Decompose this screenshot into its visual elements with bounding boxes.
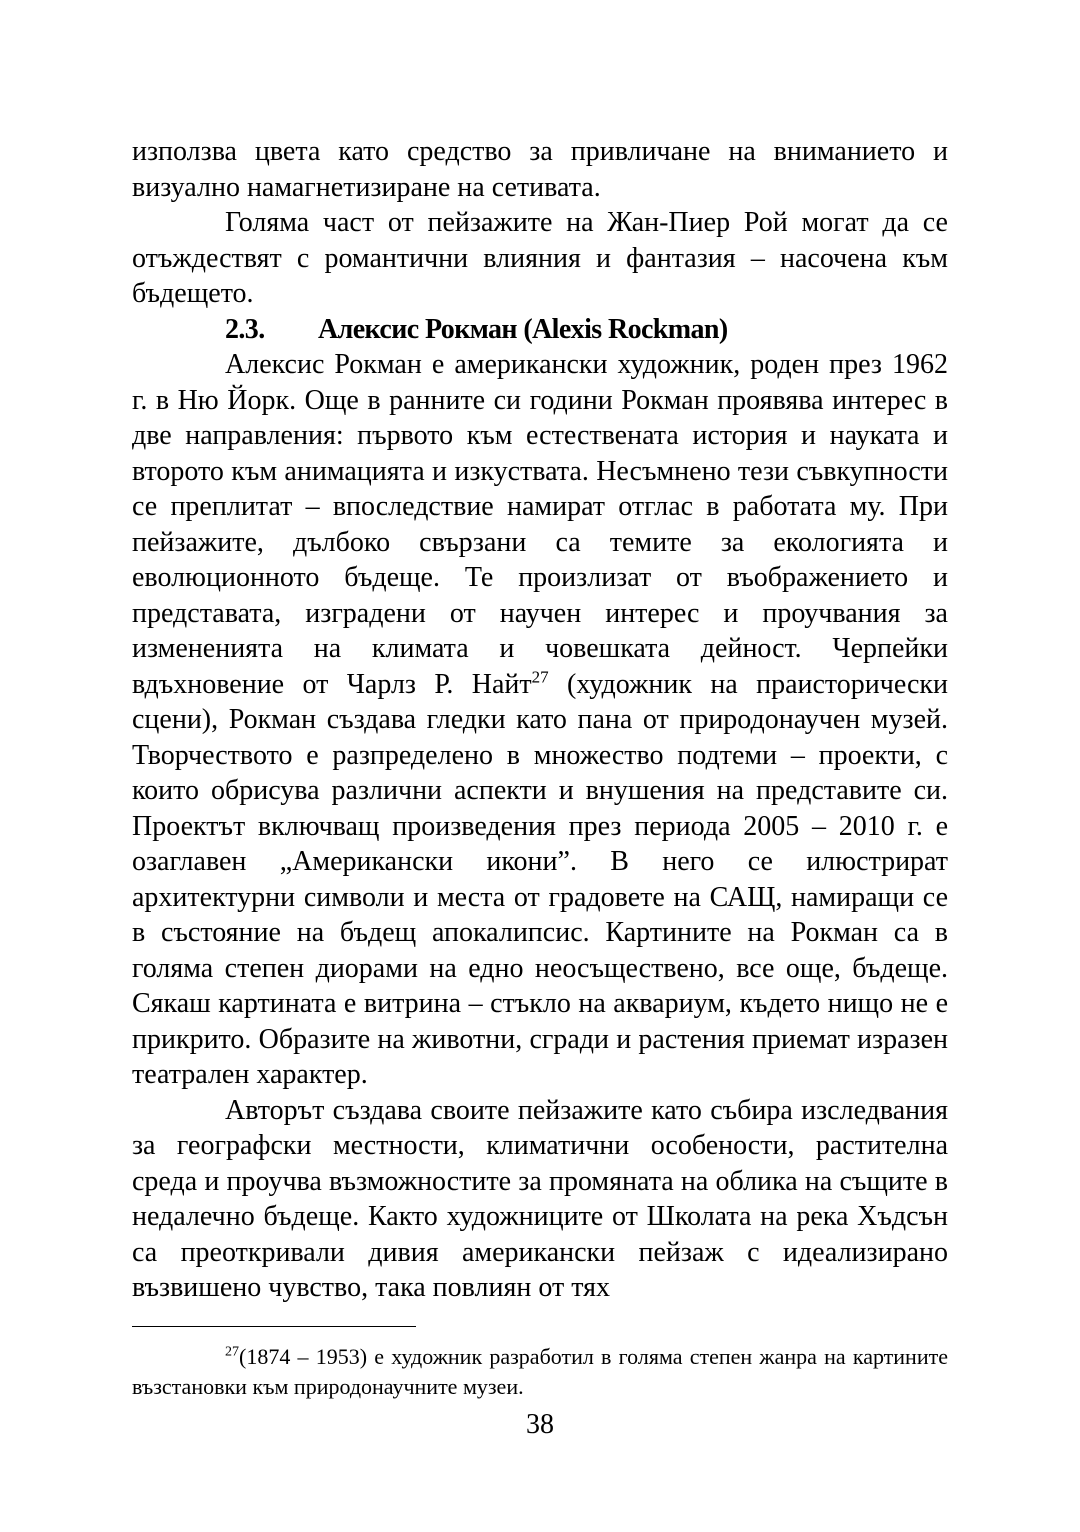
- footnote: [132, 1342, 948, 1402]
- paragraph-rockman-text-part2: (художник на праисторически сцени), Рокман създава гледки като пана от природонаучен музей. Творчеството е разпределено в множество подтеми – проекти, с които обрисува различни аспекти и внушения на представите си. Проектът включващ произведения през периода 2005 – 2010 г. е озаглавен „Американски икони”. В него се илюстрират архитектурни символи и места от градовете на САЩ, намиращи се в състояние на бъдещ апокалипсис. Картините на Рокман са в голяма степен диорами на едно неосъществено, все още, бъдеще. Сякаш картината е витрина – стъкло на аквариум, където нищо не е прикрито. Образите на животни, сгради и растения приемат изразен театрален характер.: [132, 668, 948, 1090]
- section-number: 2.3.: [225, 313, 265, 345]
- paragraph-continuation: използва цвета като средство за привличане на вниманието и визуално намагнетизиране на сетивата.: [132, 136, 948, 203]
- footnote-reference[interactable]: 27: [531, 667, 549, 687]
- footnote-number: 27: [225, 1344, 239, 1360]
- section-title: Алексис Рокман (Alexis Rockman): [318, 313, 728, 345]
- footnote-text: (1874 – 1953) е художник разработил в голяма степен жанра на картините възстановки към природонаучните музеи.: [132, 1344, 948, 1399]
- paragraph-jean-pierre-roy: Голяма част от пейзажите на Жан-Пиер Рой могат да се отъждествят с романтични влияния и фантазия – насочена към бъдещето.: [132, 207, 948, 309]
- body-text: [132, 134, 948, 1306]
- section-heading: [132, 312, 948, 348]
- paragraph-rockman-text-part1: Алексис Рокман е американски художник, роден през 1962 г. в Ню Йорк. Още в ранните си години Рокман проявява интерес в две направления: първото към естествената история и науката и второто към анимацията и изкуствата. Несъмнено тези съвкупности се преплитат – впоследствие намират отглас в работата му. При пейзажите, дълбоко свързани са темите за екологията и еволюционното бъдеще. Те произлизат от въображението и представата, изградени от научен интерес и проучвания за измененията на климата и човешката дейност. Черпейки вдъхновение от Чарлз Р. Найт: [132, 349, 948, 700]
- paragraph-rockman-method: Авторът създава своите пейзажите като събира изследвания за географски местности, климатични особености, растителна среда и проучва възможностите за промяната на облика на същите в недалечно бъдеще. Както художниците от Школата на река Хъдсън са преоткривали дивия американски пейзаж с идеализирано възвишено чувство, така повлиян от тях: [132, 1094, 948, 1303]
- page-number: 38: [526, 1409, 554, 1440]
- paragraph-rockman-intro: [132, 347, 948, 1093]
- footnote-separator: [132, 1326, 416, 1327]
